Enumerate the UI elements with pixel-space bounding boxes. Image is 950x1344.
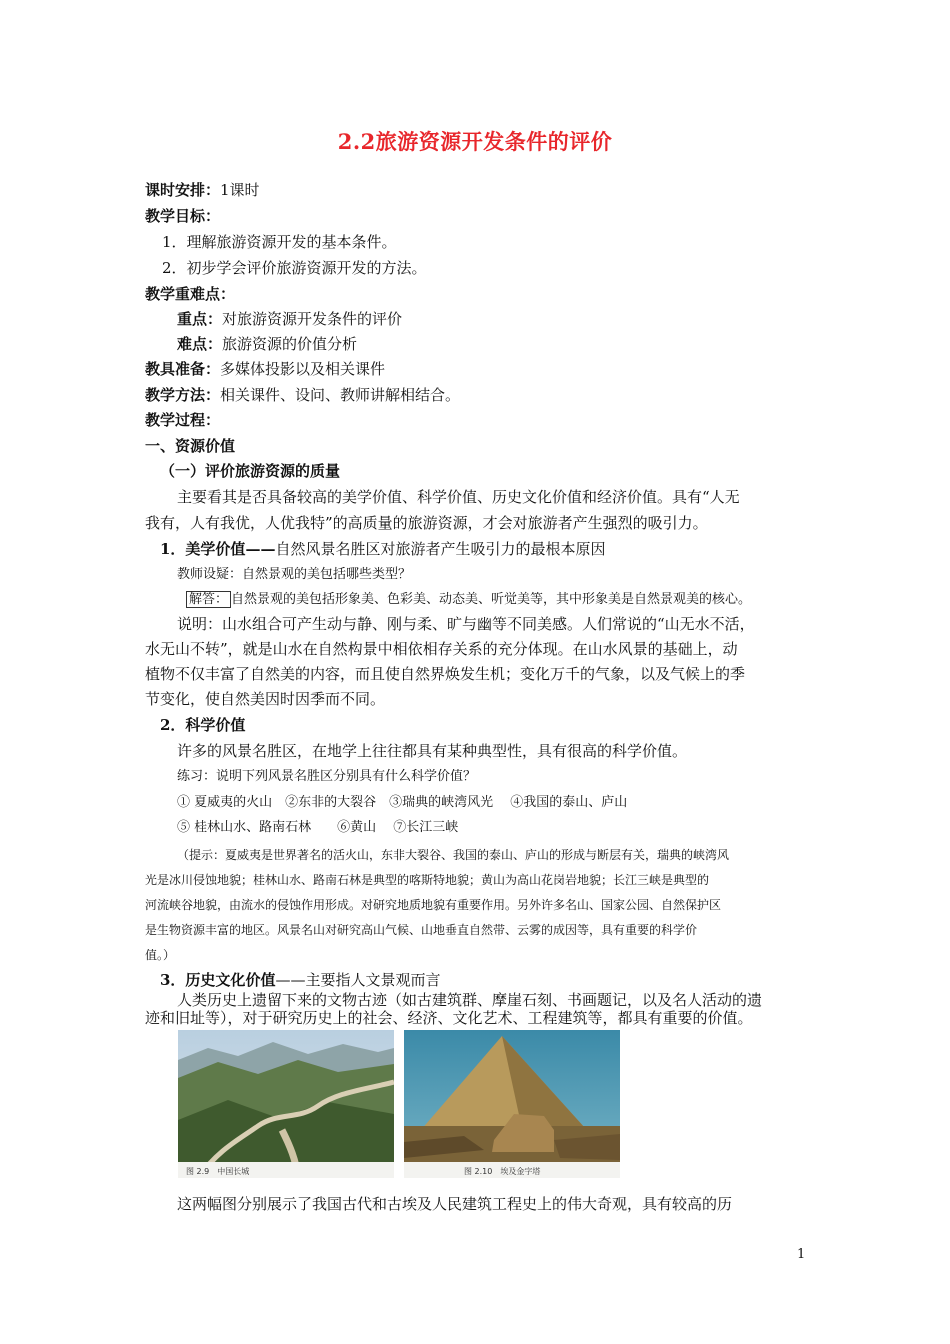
historical-heading	[160, 970, 440, 990]
aesthetic-heading-text: 自然风景名胜区对旅游者产生吸引力的最根本原因	[275, 540, 606, 558]
schedule-label: 课时安排：	[145, 181, 221, 199]
method-value: 相关课件、设问、教师讲解相结合。	[220, 386, 461, 404]
aesthetic-heading-label: 1．美学价值——	[160, 540, 276, 558]
historical-heading-text: ——主要指人文景观而言	[275, 971, 441, 989]
pyramid-photo	[404, 1030, 620, 1178]
great-wall-photo	[178, 1030, 394, 1178]
paragraph-line: 这两幅图分别展示了我国古代和古埃及人民建筑工程史上的伟大奇观，具有较高的历	[177, 1195, 733, 1213]
paragraph-line: 迹和旧址等），对于研究历史上的社会、经济、文化艺术、工程建筑等，都具有重要的价值。	[145, 1009, 753, 1027]
process-label: 教学过程：	[145, 411, 221, 429]
historical-heading-label: 3．历史文化价值	[160, 971, 276, 989]
focus-line	[177, 309, 402, 329]
paragraph-line: 水无山不转”，就是山水在自然构景中相依相存关系的充分体现。在山水风景的基础上，动	[145, 640, 738, 658]
goal-item: 1．理解旅游资源开发的基本条件。	[162, 233, 397, 251]
hint-line: 值。）	[145, 948, 176, 962]
paragraph-line: 我有，人有我优，人优我特”的高质量的旅游资源，才会对旅游者产生强烈的吸引力。	[145, 514, 708, 532]
hint-line: 河流峡谷地貌，由流水的侵蚀作用形成。对研究地质地貌有重要作用。另外许多名山、国家公园、自然保护区	[145, 898, 722, 912]
exercise-items: ⑤ 桂林山水、路南石林 ⑥黄山 ⑦长江三峡	[177, 820, 459, 835]
paragraph-line: 许多的风景名胜区，在地学上往往都具有某种典型性，具有很高的科学价值。	[177, 742, 688, 760]
section-heading: 一、资源价值	[145, 437, 236, 455]
schedule-line	[145, 180, 260, 200]
focus-value: 对旅游资源开发条件的评价	[222, 310, 403, 328]
difficulty-value: 旅游资源的价值分析	[222, 335, 358, 353]
paragraph-line: 节变化，使自然美因时因季而不同。	[145, 690, 386, 708]
subsection-heading: （一）评价旅游资源的质量	[160, 462, 341, 480]
tools-value: 多媒体投影以及相关课件	[220, 360, 386, 378]
teacher-question: 教师设疑：自然景观的美包括哪些类型？	[177, 567, 412, 582]
tools-label: 教具准备：	[145, 360, 221, 378]
paragraph-line: 人类历史上遗留下来的文物古迹（如古建筑群、摩崖石刻、书画题记，以及名人活动的遗	[177, 991, 763, 1009]
scientific-heading: 2．科学价值	[160, 716, 246, 734]
exercise-items: ① 夏威夷的火山 ②东非的大裂谷 ③瑞典的峡湾风光 ④我国的泰山、庐山	[177, 795, 628, 810]
page-title: 2.2旅游资源开发条件的评价	[337, 129, 613, 154]
goals-label: 教学目标：	[145, 207, 221, 225]
method-line	[145, 385, 460, 405]
paragraph-line: 说明：山水组合可产生动与静、刚与柔、旷与幽等不同美感。人们常说的“山无水不活，	[177, 615, 755, 633]
page-number: 1	[797, 1247, 806, 1262]
hint-line: （提示：夏威夷是世界著名的活火山，东非大裂谷、我国的泰山、庐山的形成与断层有关，瑞典的峡湾风	[177, 848, 730, 862]
aesthetic-heading	[160, 539, 605, 559]
hint-line: 是生物资源丰富的地区。风景名山对研究高山气候、山地垂直自然带、云雾的成因等，具有重要的科学价	[145, 923, 698, 937]
pyramid-caption: 图 2.10 埃及金字塔	[464, 1167, 541, 1176]
goal-item: 2．初步学会评价旅游资源开发的方法。	[162, 259, 427, 277]
pyramid-image	[404, 1030, 620, 1178]
key-points-label: 教学重难点：	[145, 285, 236, 303]
tools-line	[145, 359, 385, 379]
great-wall-image	[178, 1030, 394, 1178]
answer-label: 解答：	[186, 591, 231, 608]
focus-label: 重点：	[177, 310, 223, 328]
difficulty-line	[177, 334, 357, 354]
great-wall-caption: 图 2.9 中国长城	[186, 1167, 250, 1176]
hint-line: 光是冰川侵蚀地貌；桂林山水、路南石林是典型的喀斯特地貌；黄山为高山花岗岩地貌；长江三峡是典型的	[145, 873, 710, 887]
method-label: 教学方法：	[145, 386, 221, 404]
answer-text: 自然景观的美包括形象美、色彩美、动态美、听觉美等，其中形象美是自然景观美的核心。	[231, 592, 752, 607]
schedule-value: 1课时	[220, 181, 260, 199]
paragraph-line: 主要看其是否具备较高的美学价值、科学价值、历史文化价值和经济价值。具有“人无	[177, 488, 740, 506]
paragraph-line: 植物不仅丰富了自然美的内容，而且使自然界焕发生机；变化万千的气象，以及气候上的季	[145, 665, 746, 683]
difficulty-label: 难点：	[177, 335, 223, 353]
answer-line	[186, 590, 751, 610]
exercise-prompt: 练习：说明下列风景名胜区分别具有什么科学价值？	[177, 769, 477, 784]
